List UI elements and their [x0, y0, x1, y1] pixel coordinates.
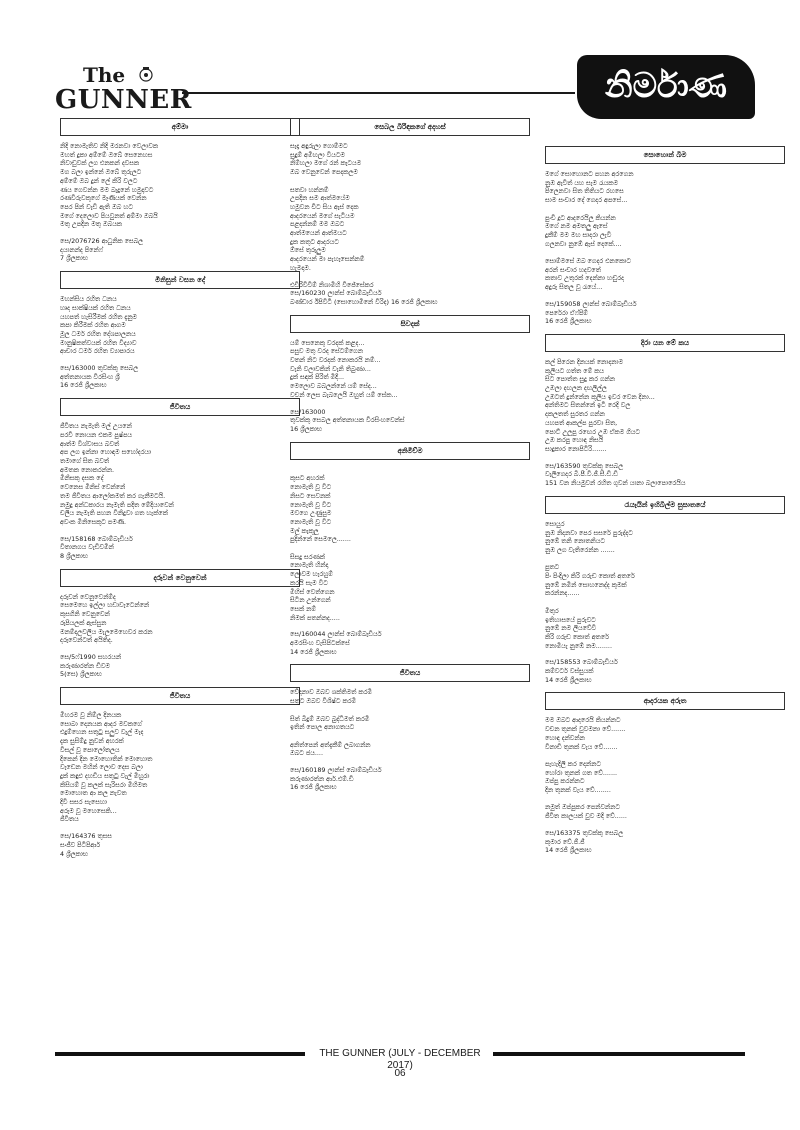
- poem-author-credit: [545, 829, 785, 855]
- crest-icon: [137, 65, 155, 83]
- poem-line: මවගෙ උණුසුම: [290, 509, 332, 518]
- poem-line: නුඹ නිදනවා පෙර සසරේ පුරුද්දට: [545, 528, 633, 537]
- poem-line: [290, 544, 530, 553]
- author-credit-line: 16 රෙජි ශ්‍රීලකාභ: [60, 381, 107, 390]
- poem-line: මතු උපදින මතු ඔබයක: [60, 220, 122, 229]
- author-credit-line: දයානන්ද පිනේෆ්: [60, 245, 103, 254]
- poem-body: [545, 520, 785, 651]
- poem-line: කතාව උතුරක් දෙන්නා හඬුරද: [545, 274, 624, 283]
- poem-title: දිරා යන මේ කය: [545, 334, 785, 352]
- poem-line: හෘද සාක්ෂියක් රහිත ධනය: [60, 303, 131, 312]
- poem-line: මම ඔබට ආදරෙයි කියන්නට: [545, 716, 621, 725]
- poem-line: වැඩෙන මහින් ලොව දෙස බලා: [60, 763, 143, 772]
- poem-line: ඉතිහාසයේ පුරුවට: [545, 615, 596, 624]
- poem-block: [290, 664, 530, 792]
- poem-line: සොබා දෙනයක ආදර මවකගේ: [60, 719, 142, 728]
- poem-line: රණවිරුවකුගේ මෑණියක් වෙන්න: [60, 194, 147, 203]
- poem-body: [60, 711, 300, 824]
- poem-line: අමතක නොකරන්න.: [60, 465, 115, 474]
- poem-body: [545, 170, 785, 292]
- poem-line: කල් පිරෙන දිනයක් නොදනාම: [545, 357, 624, 366]
- masthead-rule: [182, 92, 575, 94]
- column-right: [545, 146, 785, 863]
- poem-block: [290, 442, 530, 657]
- poem-line: දිකෙන් දින මොහොතින් මොහොත: [60, 754, 153, 763]
- poem-line: සෙක් නම්: [290, 604, 316, 613]
- poem-title: දරුවන් වෙනුවෙන්: [60, 569, 300, 587]
- author-credit-line: වැලිගෙදර බී.පී.වී.ජී.සී.ඩී.ඩී: [545, 470, 618, 479]
- poem-line: මගේ නම අමතලු ඇසේ: [545, 222, 608, 231]
- poem-block: [545, 334, 785, 488]
- poem-block: [60, 271, 300, 390]
- poem-line: සතුට ඔබව විශිෂ්ට කරමී: [290, 697, 357, 706]
- poem-line: නුඹේ නම ලියවේවි: [545, 624, 597, 633]
- poem-title: ජීවිතය: [60, 398, 300, 416]
- poem-line: සිත් බිදුම් ඔබව බුද්ධිමත් කරමී: [290, 714, 370, 723]
- poem-line: දකලතත් සුරතර ගන්න: [545, 410, 605, 419]
- logo-the-text: The: [83, 63, 126, 87]
- poem-line: නුඹේ නමින් සොහනෙද්ද කුමක්: [545, 580, 627, 589]
- logo-gunner-text: GUNNER: [55, 85, 192, 115]
- poem-line: මිහරම වූ නිම්ල දිනයක: [60, 711, 122, 720]
- poem-line: අප ලග ඉන්නා හොඳම සහෝදරයා: [60, 448, 152, 457]
- poem-line: ආචාර ධර්ම රහිත ව්‍යාපාරය: [60, 347, 135, 356]
- poem-line: නුඹේ තනි නොතනියට: [545, 537, 605, 546]
- poem-line: දුක් සඳක් පිරිත් මිදී...: [290, 373, 345, 382]
- poem-line: කපා කිරීමක් රහිත ආගම: [60, 321, 126, 330]
- author-credit-line: 14 රෙජි ශ්‍රීලකාභ: [290, 647, 337, 656]
- poem-author-credit: [290, 281, 530, 307]
- poem-line: සාදුකාර නොපිටිරි.......: [545, 444, 607, 453]
- poem-line: නොමැති වූ විට: [290, 483, 332, 492]
- poem-line: ණය ගෙවන්න මම බැදුනේ හමුදාවට: [60, 185, 154, 194]
- poem-line: සාම සංචාර දේ ගෙදර අපසේ...: [545, 196, 628, 205]
- poem-line: [290, 732, 530, 741]
- poem-author-credit: [290, 408, 530, 434]
- poem-block: [60, 118, 300, 263]
- author-credit-line: 151 වන නියමුවන් රහිත ගුවන් යානා බලාපොරෙයිය: [545, 479, 686, 488]
- poem-line: මගේ දෙලොව පියවුනත් අම්මා ඔබයි: [60, 211, 158, 220]
- poem-block: [60, 569, 300, 679]
- poem-line: ඔබ වෙනුවෙන් පෙදකලම: [290, 168, 358, 177]
- poem-line: ගලනවා නුඹේ ඇස් දෙකේ....: [545, 239, 622, 248]
- poem-line: චලිය නැමැති පහන විනිදුවා ගත හැක්කේ: [60, 509, 168, 518]
- poem-line: ඉතින් පොල අනාගතයට: [290, 723, 355, 732]
- poem-line: මිහිස් වෙත්ගෙන: [290, 587, 335, 596]
- poem-line: නොමැති වූ විට: [290, 500, 332, 509]
- poem-body: [60, 422, 300, 526]
- footer-bar: [55, 1048, 745, 1071]
- poem-line: වචන් ලෙස බැබලෙයි ඔහුත් යම් සේක...: [290, 390, 398, 399]
- poem-line: අරුම වූ මහෙසෙකි...: [60, 806, 117, 815]
- poem-block: [290, 118, 530, 307]
- poem-body: [290, 466, 530, 623]
- poem-line: දුක කතුට ආදරයට: [290, 237, 339, 246]
- poem-title: අනිමිච්ම: [290, 442, 530, 460]
- author-credit-line: සෙ/158168 බොම්බැඩියර්: [60, 534, 133, 543]
- poem-line: [545, 555, 785, 564]
- poem-title: සිවදක්: [290, 315, 530, 333]
- poem-line: කරන්නද......: [545, 589, 580, 598]
- poem-line: දින තුනක් වැය වේ........: [545, 786, 611, 795]
- poem-block: [545, 692, 785, 855]
- column-left: [60, 118, 300, 866]
- poem-line: හමුවන චිට සිය ඇස් දෙක: [290, 202, 359, 211]
- author-credit-line: 8 ශ්‍රීලකාභ: [60, 552, 88, 561]
- poem-line: වේදනාව ඔබව ශක්තිමත් කරමී: [290, 688, 373, 697]
- poem-line: මනම්දලවලිය මැලමෙහෙවර කරන: [60, 627, 153, 636]
- poem-line: [545, 248, 785, 257]
- poem-block: [60, 398, 300, 561]
- poem-line: දරුවන් වෙනුවෙන්ම්ද: [60, 592, 116, 601]
- poem-line: නිසට සෙවනක්: [290, 491, 331, 500]
- poem-line: දුක් කඳුළු දහඩිය සතුටු වැල් මිහුරා: [60, 771, 150, 780]
- poem-body: [290, 339, 530, 400]
- poem-line: වතන් නිට වරදක් නොකරයි නම්...: [290, 356, 381, 365]
- poem-author-credit: [290, 630, 530, 656]
- poem-line: කිසියම් වූ කලක් සැරිසරා මිහිමත: [60, 780, 148, 789]
- poem-line: අන්තිමට සිතන්නේ ඉටි රෙදි වල: [545, 401, 631, 410]
- poem-line: සොම්මසේ ඔබ ගෙදර එනකොට: [545, 257, 631, 266]
- poem-line: හෝරා තුනක් ගත වේ.......: [545, 768, 618, 777]
- poem-line: ඔප්පු කරන්නට: [545, 777, 585, 786]
- poem-line: සුදුම් අමිහලා වියටම: [290, 150, 346, 159]
- poem-line: පිලෙනවා සිත තිතියට රහසෙ: [545, 187, 624, 196]
- poem-line: රුපියලක් ඇස්සුන: [60, 618, 107, 627]
- poem-author-credit: [545, 462, 785, 488]
- poem-line: නමුදු අන්ධකාරය නැමැති පදිත මේදියාවෙන්: [60, 500, 174, 509]
- poem-line: [545, 205, 785, 214]
- poem-line: දුකීම් මම මහ සාදරා ලැවී: [545, 230, 612, 239]
- author-credit-line: කුමාර වේ.ජී.ජී: [545, 837, 585, 846]
- poem-line: අම්මේ ඔබ දුන් ලේ කිරි වලට: [60, 176, 138, 185]
- poem-line: උපදින සම ආත්මයේම: [290, 194, 350, 203]
- poem-line: [290, 706, 530, 715]
- poem-line: පෙර පින් වැඩි ඇති ඔබ හට: [60, 202, 133, 211]
- author-credit-line: 16 ශ්‍රීලකාභ: [290, 424, 322, 433]
- poem-line: කුසට අහරක්: [290, 474, 325, 483]
- author-credit-line: සෙ/163590 තුවක්කු සෙබල: [545, 461, 624, 470]
- poem-line: දරුවෙන්ටත් අයිතිද.: [60, 636, 113, 645]
- author-credit-line: සෙ/163000: [290, 407, 326, 416]
- poem-line: ආත්මයෙන් ආත්මයට: [290, 229, 347, 238]
- poem-body: [60, 142, 300, 229]
- poem-line: ඔබට ජය....: [290, 749, 323, 758]
- poem-title: සොහොන් බිම: [545, 146, 785, 164]
- poem-line: නුඹ ඇවිත් යහ සැම රැයකම: [545, 178, 619, 187]
- poem-line: මහත් දුකා අම්මේ ඔබේ සෙනෙහස: [60, 150, 153, 159]
- poem-author-credit: [290, 766, 530, 792]
- poem-line: මිතුර: [545, 606, 559, 615]
- poem-line: මහන්සිය රහිත ධනය: [60, 295, 117, 304]
- poem-line: සිසදු සරණක්: [290, 552, 325, 561]
- poem-line: තම ජීවිතය ආලෝකමත් කර ගැනීමටයි.: [60, 491, 166, 500]
- author-credit-line: 16 රෙජි ශ්‍රීලකාභ: [290, 783, 337, 792]
- the-gunner-logo: [55, 63, 192, 115]
- poem-line: මගේ සොහොනට පහන අරගෙන: [545, 170, 634, 178]
- poem-line: ආදරයෙන් මගේ සැටියම: [290, 211, 355, 220]
- poem-block: [545, 496, 785, 685]
- poem-line: පරවී නොයන එකම පුෂ්පය: [60, 430, 132, 439]
- poem-line: ආත්ම විශ්වාසය බවත්: [60, 439, 120, 448]
- poem-line: පිං පිංදිලා කිරි ගරුඩ කොත් අතරේ: [545, 572, 635, 581]
- poem-line: මූල ධර්ම රහිත දේශපාලනය: [60, 329, 136, 338]
- poem-line: එදුම්හෙන සතුටු සලුව වැල් මැද: [60, 728, 144, 737]
- poem-line: වැනි වලාවකින් වැනි තිබුණා...: [290, 364, 371, 373]
- poem-line: කිරි ගරුඩ කොත් අතරේ: [545, 632, 609, 641]
- author-credit-line: 4 ශ්‍රීලකාභ: [60, 849, 88, 858]
- poem-title: ජීවිතය: [60, 687, 300, 705]
- author-credit-line: සෙ/5ෆ්1990 සහරයන්: [60, 652, 122, 661]
- poem-line: වෙනෙස මිනිස් වෙන්නේ: [60, 483, 126, 492]
- poem-line: උඹ කරපු හොඳ නිසයි: [545, 436, 604, 445]
- poem-line: අරන් සංචාර හදවතේ: [545, 265, 601, 274]
- poem-line: පළදන්නම් මම ඔබට: [290, 220, 345, 229]
- author-credit-line: 16 රෙජි ශ්‍රීලකාභ: [545, 317, 592, 326]
- poem-line: මිනිසකු දසක දේ: [60, 474, 104, 483]
- poem-line: මග බලා ඉන්නේ ඔබේ තුරුලට: [60, 168, 142, 177]
- poem-line: කුසගිනි වෙනුවෙන්: [60, 610, 110, 619]
- poem-line: [290, 466, 530, 475]
- poem-line: අදුරු සිතල වූ රැයේ...: [545, 283, 603, 292]
- poem-title: රැයෑයින් ඉහිබිල්ම සුසාතයේ: [545, 496, 785, 514]
- author-credit-line: කම්වර්ට වස්සුයක්: [545, 667, 594, 676]
- author-credit-line: සෙ/164376 තුසස: [60, 832, 112, 841]
- author-credit-line: කරුණාරත්න ආර්.එම්.ඩී: [290, 774, 354, 783]
- poem-line: සතවා හන්නම්: [290, 185, 329, 194]
- poem-line: මල් කැකුලු: [290, 526, 319, 535]
- poem-line: [290, 177, 530, 186]
- poem-author-credit: [545, 658, 785, 684]
- poem-title: මිනිසුන් වසන දේ: [60, 271, 300, 289]
- poem-line: හැමදාම.: [290, 263, 311, 272]
- poem-line: මෙලොව බබලන්නේ යම් සේද...: [290, 382, 377, 391]
- poem-line: යහපත් හැසිරීමක් රහිත දැනුම: [60, 312, 137, 321]
- poem-line: නොමියැ නුඹේ නම........: [545, 641, 612, 650]
- poem-body: [290, 142, 530, 273]
- poem-line: සොයුර: [545, 519, 565, 528]
- poem-line: නිම්හලා මගේ රන් කැටයම: [290, 159, 362, 168]
- poem-author-credit: [60, 832, 300, 858]
- poem-line: සිටින උන්ගෙන්: [290, 596, 331, 605]
- poem-line: යහපත් ආකල්ප පුරවා සිත,: [545, 418, 618, 427]
- poem-line: කරයි සැම විට: [290, 578, 328, 587]
- poem-author-credit: [60, 653, 300, 679]
- author-credit-line: එඩිරිවිවිම් නිශාමිහි විජේසේකර: [290, 280, 374, 289]
- poem-line: නොමැති වූ විට: [290, 517, 332, 526]
- poem-line: පැහැදිලි කර දෙන්නට: [545, 759, 601, 768]
- author-credit-line: සෙ/160189 ලාන්ස් බොම්බැඩියර්: [290, 766, 382, 775]
- author-credit-line: කරුණාරත්න ඩීවම: [60, 661, 111, 670]
- masthead: [55, 55, 755, 125]
- poem-body: [545, 716, 785, 820]
- author-credit-line: සෙ/159058 ලාන්ස් බොම්බැඩියර්: [545, 299, 637, 308]
- footer-publication: THE GUNNER (JULY - DECEMBER 2017): [319, 1048, 481, 1071]
- poem-line: ජීවිත කාලයක් වුව මදි වේ......: [545, 812, 627, 821]
- poem-line: පුතට: [545, 563, 560, 572]
- footer-rule-right: [493, 1052, 745, 1056]
- poem-line: සෙමෙහෙ ඉල්ලා හඩාවැටෙන්නේ: [60, 601, 150, 610]
- author-credit-line: සෙ/158553 බොම්බැඩියර්: [545, 658, 618, 667]
- poem-title: ජීවිතය: [290, 664, 530, 682]
- author-credit-line: 5(සෙ) ශ්‍රීලකාභ: [60, 670, 102, 679]
- poem-line: තමාගේ සිත බවත්: [60, 456, 110, 465]
- author-credit-line: සෙ/163375 තුවක්කු සෙබල: [545, 828, 624, 837]
- poem-line: උඹලා දඟලන දඟලිල්ල: [545, 384, 607, 393]
- author-credit-line: 7 ශ්‍රීලකාභ: [60, 254, 88, 263]
- poem-line: ලොවම හැරහුම්: [290, 570, 333, 579]
- author-credit-line: සංජීව පිටිපිආර්: [60, 840, 101, 849]
- poem-line: නමුත් ඔප්පුකර පෙන්වන්නට: [545, 803, 620, 812]
- poem-line: සැදෑ අඳුරුලා ගොම්මට: [290, 142, 348, 150]
- author-credit-line: පෙරේරා ඒෆ්පිම්: [545, 308, 588, 317]
- poem-block: [60, 687, 300, 858]
- poem-line: නිමක් පතන්නද.....: [290, 613, 340, 622]
- poem-line: හොඳ දන්වන්න: [545, 733, 585, 742]
- poem-line: පුදින්නේ සෙමලෙ.......: [290, 535, 351, 544]
- author-credit-line: සෙ/2076726 ආධුනික සෙබල: [60, 237, 144, 246]
- poem-line: සිට පොත්ත සුදු කර ගන්න: [545, 375, 615, 384]
- author-credit-line: 14 රෙජි ශ්‍රීලකාභ: [545, 675, 592, 684]
- poem-line: පුංචි දූට ආදරෙයිලු කියන්න: [545, 213, 616, 222]
- page-number: 06: [394, 1068, 406, 1079]
- poem-line: යම් සෙනෙකු වරදක් කළද...: [290, 338, 365, 347]
- poem-title: සෙබල බිරිඳකගේ අදහස්: [290, 118, 530, 136]
- poem-line: [545, 598, 785, 607]
- author-credit-line: අමරසිංහ වැසිපිටක්සේ: [290, 639, 350, 648]
- poem-line: නිදි නොමැතිව නිදි මරනවා වෙලාවක: [60, 142, 159, 150]
- poem-line: දැක සුසිම්දු නුවන් අහරක්: [60, 737, 124, 746]
- section-title-banner: නිර්මාණ: [577, 55, 755, 119]
- poem-line: ජීවිතය: [60, 815, 79, 824]
- author-credit-line: අත්තනායක වීරසිංහ ශ්‍රී: [60, 372, 120, 381]
- poem-block: [545, 146, 785, 326]
- poem-body: [60, 295, 300, 356]
- footer-rule-left: [55, 1052, 305, 1056]
- author-credit-line: විතානගය වැඩිවමින්: [60, 543, 114, 552]
- poem-author-credit: [60, 364, 300, 390]
- poem-line: නිවාඩුවක් ලග එනකන් දවසක: [60, 159, 140, 168]
- poem-line: මොහොත ආ කල නැවත: [60, 789, 127, 798]
- poem-line: දිවී සසර සැසෙහා: [60, 798, 108, 807]
- poem-line: පොට් උලුපු රඟෙර උඹ ඒකම ගියට: [545, 427, 640, 436]
- poem-line: අනිත්පෙන් අත්දැකීම් ලබාගන්න: [290, 740, 371, 749]
- author-credit-line: තුවක්කු සෙබල අත්තනායක වීරසිංහවෙන්ස්: [290, 416, 405, 425]
- poem-line: මානුෂිකත්වයක් රහිත විද්‍යාව: [60, 338, 137, 347]
- poem-block: [290, 315, 530, 434]
- author-credit-line: සෙ/163000 තුවක්කු සෙබල: [60, 364, 139, 373]
- poem-line: වචන තුනක් වුවමනා වේ.......: [545, 725, 626, 734]
- author-credit-line: සෙ/160230 ලාන්ස් බොම්බැඩියර්: [290, 289, 382, 298]
- poem-line: ආදරයෙන් මා පැහැසෙන්නම්: [290, 255, 365, 264]
- poem-title: අම්මා: [60, 118, 300, 136]
- poem-line: විනාඩි තුනක් වැය වේ.......: [545, 742, 618, 751]
- poem-line: උඹටත් දුන්නේන කුලිය ඉවර වෙන දිනා...: [545, 392, 655, 401]
- poem-author-credit: [60, 237, 300, 263]
- poem-line: නුඹ ලග වැතිරෙන්න .......: [545, 545, 615, 554]
- poem-body: [60, 593, 300, 645]
- author-credit-line: බණ්ඩාර ඊපිවිටි (සොහොමිනේ විරිද) 16 රෙජි ශ්‍රීලකාභ: [290, 297, 438, 306]
- poem-line: ඕසේ තුරුලුම: [290, 246, 326, 255]
- poem-line: කුලියට ගත්ත මේ කය: [545, 366, 605, 375]
- poem-author-credit: [545, 300, 785, 326]
- poem-line: අවංක මිනිසෙකුට පමණි.: [60, 517, 127, 526]
- poem-line: නොමැති හින්දා: [290, 561, 329, 570]
- poem-line: පසුව මතු වරද සේටම්ගෙන: [290, 347, 363, 356]
- author-credit-line: 14 රෙජි ශ්‍රීලකාභ: [545, 846, 592, 855]
- poem-line: ජීවිතය නැමැති මල් උයනේ: [60, 422, 132, 431]
- poem-body: [545, 358, 785, 454]
- author-credit-line: සෙ/160044 ලාන්ස් බොම්බැඩියර්: [290, 630, 382, 639]
- column-middle: [290, 118, 530, 800]
- poem-author-credit: [60, 535, 300, 561]
- poem-line: විසල් වූ පොලෝතලය: [60, 745, 120, 754]
- poem-line: [545, 795, 785, 804]
- poem-body: [290, 688, 530, 758]
- poem-line: [545, 751, 785, 760]
- poem-title: ආදරයක අරුත: [545, 692, 785, 710]
